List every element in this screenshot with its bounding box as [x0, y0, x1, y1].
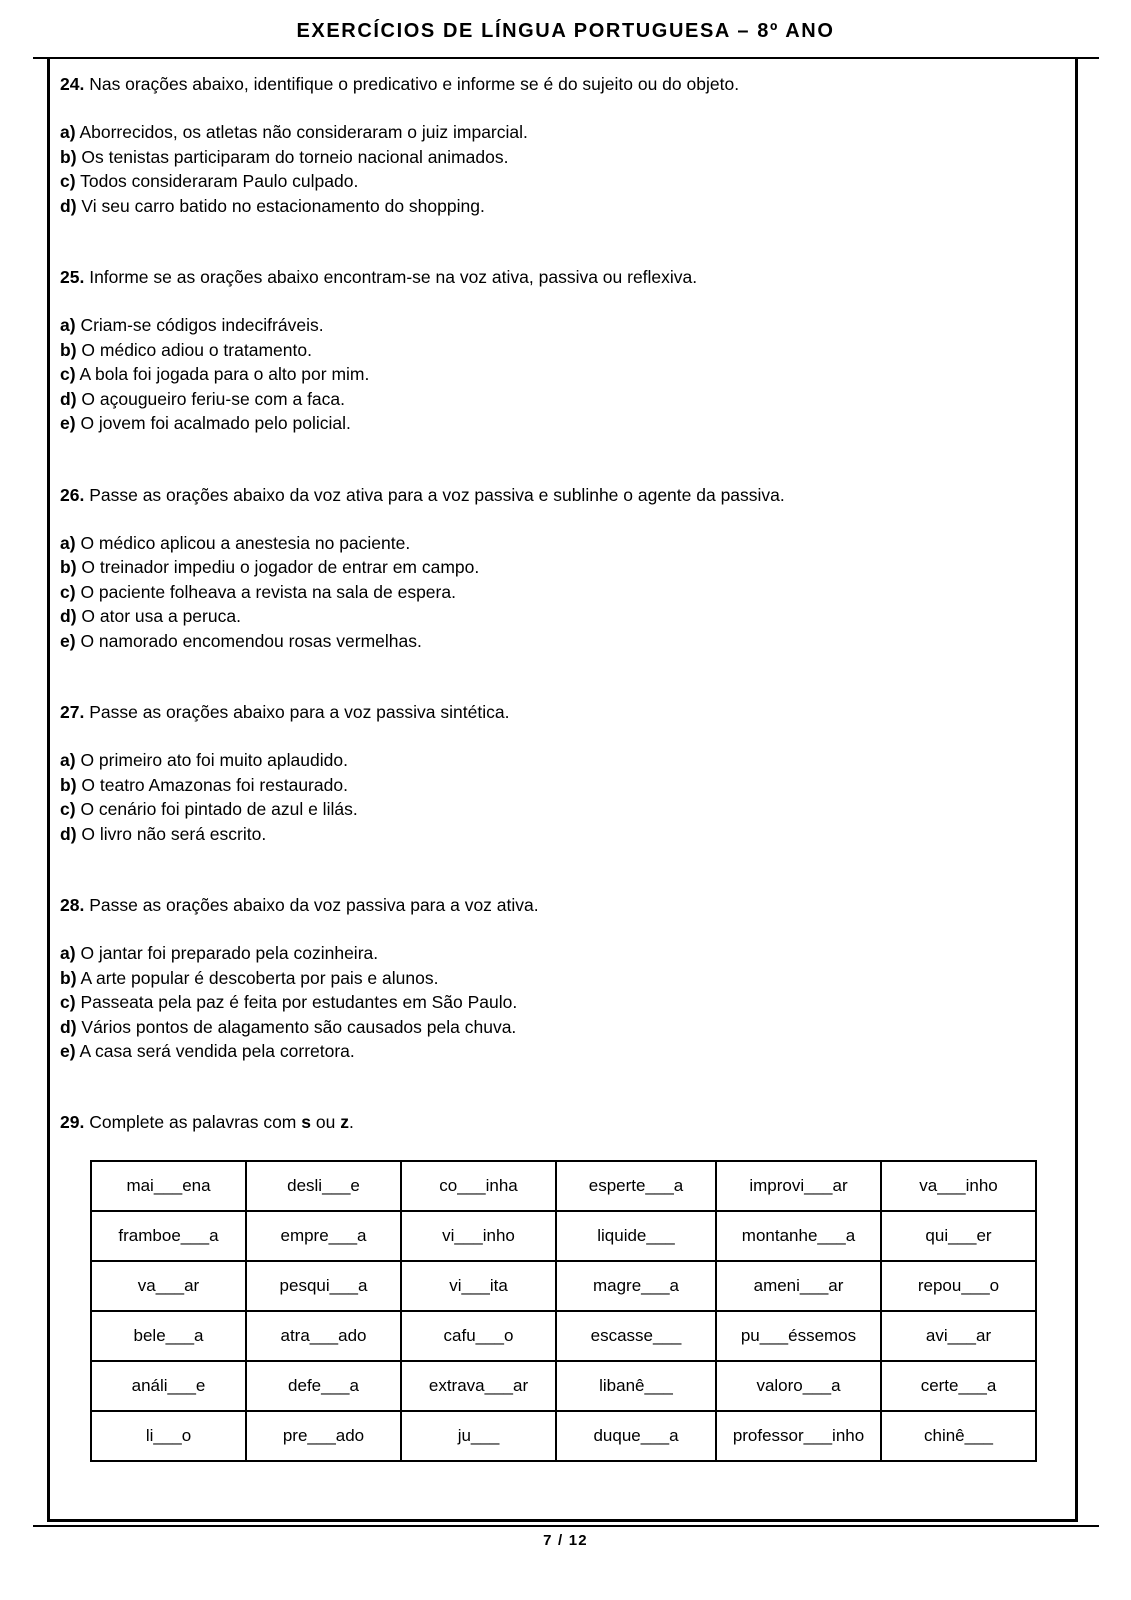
question-27-item-d [60, 822, 1060, 847]
question-25-item-e [60, 411, 1060, 436]
table-cell[interactable]: valoro___a [716, 1361, 881, 1411]
item-letter: c) [60, 364, 76, 384]
table-row [91, 1361, 1036, 1411]
question-29-letter-s: s [301, 1111, 311, 1132]
question-27 [60, 700, 1060, 846]
table-cell[interactable]: liquide___ [556, 1211, 716, 1261]
table-cell[interactable]: desli___e [246, 1161, 401, 1211]
item-text: Os tenistas participaram do torneio nacional animados. [81, 146, 509, 167]
item-letter: a) [60, 122, 76, 142]
item-letter: a) [60, 315, 76, 335]
table-cell[interactable]: cafu___o [401, 1311, 556, 1361]
question-28-prompt: Passe as orações abaixo da voz passiva para a voz ativa. [89, 895, 539, 915]
question-25 [60, 265, 1060, 436]
item-letter: b) [60, 774, 77, 795]
item-text: A arte popular é descoberta por pais e alunos. [80, 967, 439, 988]
question-26-number: 26. [60, 484, 85, 505]
table-row [91, 1261, 1036, 1311]
item-letter: b) [60, 146, 77, 167]
question-25-items [60, 313, 1060, 436]
item-text: O teatro Amazonas foi restaurado. [81, 774, 348, 795]
question-25-item-d [60, 387, 1060, 412]
item-letter: a) [60, 532, 76, 553]
item-letter: b) [60, 967, 77, 988]
spacer [60, 1064, 1060, 1110]
question-24 [60, 72, 1060, 218]
question-26-items [60, 531, 1060, 654]
table-row [91, 1161, 1036, 1211]
table-cell[interactable]: montanhe___a [716, 1211, 881, 1261]
spacer [60, 218, 1060, 265]
question-28-item-a [60, 941, 1060, 966]
spacer [60, 436, 1060, 483]
table-cell[interactable]: co___inha [401, 1161, 556, 1211]
item-text: O namorado encomendou rosas vermelhas. [80, 630, 422, 651]
question-25-title [60, 265, 1060, 289]
question-25-item-a [60, 313, 1060, 338]
question-24-item-c [60, 169, 1060, 194]
item-letter: d) [60, 606, 77, 626]
item-letter: a) [60, 943, 76, 963]
page-title: EXERCÍCIOS DE LÍNGUA PORTUGUESA – 8º ANO [296, 20, 835, 42]
table-row [91, 1311, 1036, 1361]
table-cell[interactable]: pu___éssemos [716, 1311, 881, 1361]
question-24-number: 24. [60, 74, 85, 94]
question-29-prompt-mid: ou [310, 1111, 341, 1132]
spacer [60, 653, 1060, 700]
table-cell[interactable]: va___ar [91, 1261, 246, 1311]
question-28-item-b [60, 966, 1060, 991]
table-cell[interactable]: professor___inho [716, 1411, 881, 1461]
table-row [91, 1211, 1036, 1261]
item-letter: b) [60, 557, 77, 577]
item-text: Vi seu carro batido no estacionamento do shopping. [81, 195, 485, 216]
question-26-item-e [60, 629, 1060, 654]
item-text: O ator usa a peruca. [81, 606, 241, 626]
question-24-item-b [60, 145, 1060, 170]
footer-divider [33, 1525, 1099, 1527]
question-24-item-a [60, 120, 1060, 145]
item-text: A casa será vendida pela corretora. [79, 1041, 355, 1061]
item-letter: b) [60, 339, 77, 360]
item-letter: d) [60, 195, 77, 216]
item-letter: e) [60, 1041, 76, 1061]
question-26-prompt: Passe as orações abaixo da voz ativa para a voz passiva e sublinhe o agente da passiva. [89, 484, 785, 505]
table-cell[interactable]: ju___ [401, 1411, 556, 1461]
question-27-item-b [60, 773, 1060, 798]
table-cell[interactable]: magre___a [556, 1261, 716, 1311]
question-26-title [60, 483, 1060, 507]
item-letter: a) [60, 750, 76, 770]
item-text: O médico aplicou a anestesia no paciente. [80, 532, 411, 553]
table-cell[interactable]: chinê___ [881, 1411, 1036, 1461]
item-text: O paciente folheava a revista na sala de espera. [80, 581, 456, 602]
table-cell[interactable]: li___o [91, 1411, 246, 1461]
question-26-item-a [60, 531, 1060, 556]
question-25-item-b [60, 338, 1060, 363]
item-text: Aborrecidos, os atletas não consideraram o juiz imparcial. [79, 122, 528, 142]
fill-in-table [90, 1160, 1037, 1462]
table-cell[interactable]: duque___a [556, 1411, 716, 1461]
question-25-prompt: Informe se as orações abaixo encontram-se na voz ativa, passiva ou reflexiva. [89, 267, 698, 287]
fill-table-wrapper [60, 1160, 1060, 1462]
table-cell[interactable]: framboe___a [91, 1211, 246, 1261]
table-cell[interactable]: pesqui___a [246, 1261, 401, 1311]
item-text: Vários pontos de alagamento são causados pela chuva. [81, 1016, 517, 1037]
item-letter: e) [60, 413, 76, 433]
question-25-item-c [60, 362, 1060, 387]
table-cell[interactable]: escasse___ [556, 1311, 716, 1361]
item-text: O jovem foi acalmado pelo policial. [80, 413, 351, 433]
item-letter: c) [60, 581, 76, 602]
content-box [47, 58, 1078, 1522]
table-cell[interactable]: defe___a [246, 1361, 401, 1411]
question-29-title [60, 1110, 1060, 1134]
question-27-number: 27. [60, 702, 85, 722]
table-cell[interactable]: improvi___ar [716, 1161, 881, 1211]
item-text: O primeiro ato foi muito aplaudido. [80, 750, 348, 770]
table-cell[interactable]: va___inho [881, 1161, 1036, 1211]
table-cell[interactable]: avi___ar [881, 1311, 1036, 1361]
item-text: O treinador impediu o jogador de entrar em campo. [81, 557, 480, 577]
page-indicator: 7 / 12 [543, 1532, 588, 1549]
item-text: O jantar foi preparado pela cozinheira. [80, 943, 379, 963]
item-text: O livro não será escrito. [81, 823, 267, 844]
table-cell[interactable]: atra___ado [246, 1311, 401, 1361]
table-cell[interactable]: qui___er [881, 1211, 1036, 1261]
table-cell[interactable]: repou___o [881, 1261, 1036, 1311]
question-26 [60, 483, 1060, 654]
table-cell[interactable]: análi___e [91, 1361, 246, 1411]
question-29-prompt-post: . [348, 1111, 354, 1132]
content-inner [60, 72, 1060, 1462]
item-text: O açougueiro feriu-se com a faca. [81, 388, 346, 409]
table-cell[interactable]: bele___a [91, 1311, 246, 1361]
table-cell[interactable]: pre___ado [246, 1411, 401, 1461]
table-cell[interactable]: ameni___ar [716, 1261, 881, 1311]
item-text: Todos consideraram Paulo culpado. [80, 171, 359, 191]
table-cell[interactable]: mai___ena [91, 1161, 246, 1211]
question-24-title [60, 72, 1060, 96]
item-text: Criam-se códigos indecifráveis. [80, 315, 324, 335]
question-29 [60, 1110, 1060, 1134]
question-29-prompt-pre: Complete as palavras com [89, 1111, 302, 1132]
question-24-item-d [60, 194, 1060, 219]
table-row [91, 1411, 1036, 1461]
question-24-prompt: Nas orações abaixo, identifique o predicativo e informe se é do sujeito ou do objeto. [89, 74, 740, 94]
question-25-number: 25. [60, 267, 85, 287]
item-text: O cenário foi pintado de azul e lilás. [80, 799, 358, 819]
question-26-item-d [60, 604, 1060, 629]
table-cell[interactable]: vi___inho [401, 1211, 556, 1261]
question-29-letter-z: z [340, 1111, 349, 1132]
item-letter: d) [60, 388, 77, 409]
item-text: Passeata pela paz é feita por estudantes em São Paulo. [80, 992, 518, 1012]
question-28-number: 28. [60, 895, 85, 915]
item-text: O médico adiou o tratamento. [81, 339, 312, 360]
table-cell[interactable]: certe___a [881, 1361, 1036, 1411]
question-24-items [60, 120, 1060, 218]
item-text: A bola foi jogada para o alto por mim. [79, 364, 370, 384]
question-28-item-c [60, 990, 1060, 1015]
item-letter: c) [60, 171, 76, 191]
spacer [60, 846, 1060, 893]
question-27-item-c [60, 797, 1060, 822]
table-cell[interactable]: vi___ita [401, 1261, 556, 1311]
item-letter: c) [60, 799, 76, 819]
item-letter: d) [60, 823, 77, 844]
table-cell[interactable]: esperte___a [556, 1161, 716, 1211]
question-28-title [60, 893, 1060, 917]
table-cell[interactable]: empre___a [246, 1211, 401, 1261]
question-26-item-c [60, 580, 1060, 605]
question-27-items [60, 748, 1060, 846]
item-letter: d) [60, 1016, 77, 1037]
question-27-title [60, 700, 1060, 724]
question-28-items [60, 941, 1060, 1064]
question-27-item-a [60, 748, 1060, 773]
question-28 [60, 893, 1060, 1064]
question-28-item-d [60, 1015, 1060, 1040]
item-letter: c) [60, 992, 76, 1012]
table-cell[interactable]: libanê___ [556, 1361, 716, 1411]
table-cell[interactable]: extrava___ar [401, 1361, 556, 1411]
question-27-prompt: Passe as orações abaixo para a voz passiva sintética. [89, 702, 510, 722]
question-26-item-b [60, 555, 1060, 580]
item-letter: e) [60, 630, 76, 651]
question-29-number: 29. [60, 1111, 85, 1132]
question-28-item-e [60, 1039, 1060, 1064]
